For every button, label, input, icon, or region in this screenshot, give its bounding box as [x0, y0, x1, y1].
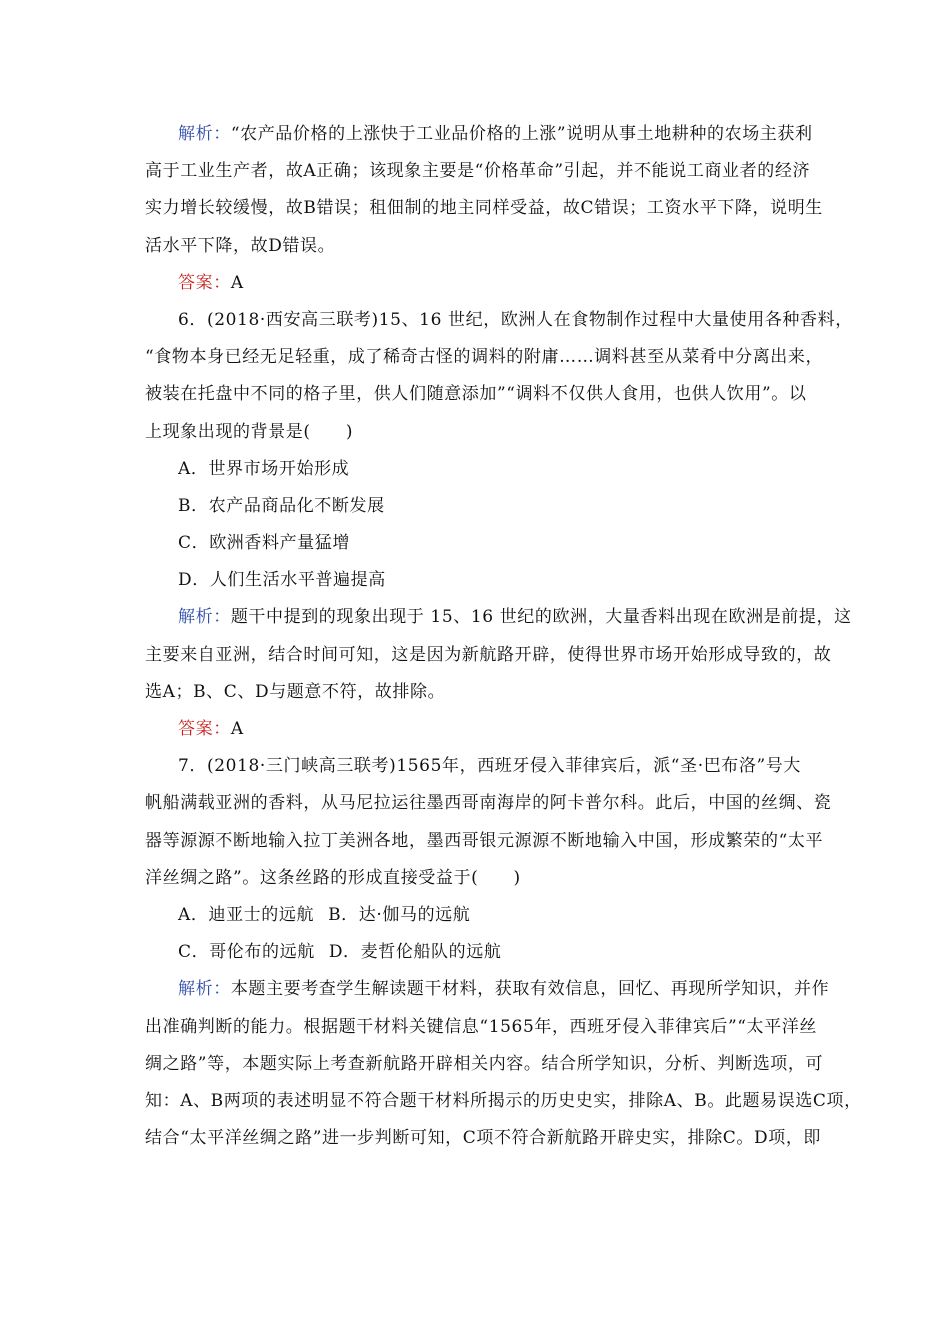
analysis-text-line: 活水平下降，故D错误。: [145, 235, 336, 256]
question-7-analysis-line: 绸之路”等，本题实际上考查新航路开辟相关内容。结合所学知识，分析、判断选项，可: [145, 1053, 824, 1074]
question-6-stem-line: 上现象出现的背景是( ): [145, 421, 354, 442]
question-6-option-c: C．欧洲香料产量猛增: [178, 533, 351, 554]
analysis-text-line: 高于工业生产者，故A正确；该现象主要是“价格革命”引起，并不能说工商业者的经济: [145, 161, 811, 182]
question-6-stem-line: 被装在托盘中不同的格子里，供人们随意添加”“调料不仅供人食用，也供人饮用”。以: [145, 384, 807, 405]
answer-label: 答案：: [178, 719, 231, 739]
question-7-stem-line: 洋丝绸之路”。这条丝路的形成直接受益于( ): [145, 867, 521, 888]
answer-line: [145, 265, 817, 302]
question-6-analysis-line: 选A；B、C、D与题意不符，故排除。: [145, 681, 446, 702]
question-6-option-a: A．世界市场开始形成: [178, 458, 350, 479]
question-7-analysis-line: 出准确判断的能力。根据题干材料关键信息“1565年，西班牙侵入菲律宾后”“太平洋丝: [145, 1016, 817, 1037]
analysis-text: 本题主要考查学生解读题干材料，获取有效信息，回忆、再现所学知识，并作: [230, 979, 830, 1000]
question-7-stem-line: 帆船满载亚洲的香料，从马尼拉运往墨西哥南海岸的阿卡普尔科。此后，中国的丝绸、瓷: [145, 793, 832, 814]
question-6-analysis-line: 主要来自亚洲，结合时间可知，这是因为新航路开辟，使得世界市场开始形成导致的，故: [145, 644, 832, 665]
analysis-text: 题干中提到的现象出现于 15、16 世纪的欧洲，大量香料出现在欧洲是前提，这: [230, 607, 852, 628]
answer-value: A: [230, 719, 244, 739]
question-7-option-b: B．达·伽马的远航: [328, 904, 471, 925]
question-7-stem-line: 7．(2018·三门峡高三联考)1565年，西班牙侵入菲律宾后，派“圣·巴布洛”号大: [178, 756, 801, 777]
analysis-label: 解析：: [178, 979, 231, 1000]
question-6-stem-line: “食物本身已经无足轻重，成了稀奇古怪的调料的附庸……调料甚至从菜肴中分离出来，: [145, 347, 824, 368]
answer-label: 答案：: [178, 272, 231, 293]
question-6-option-d: D．人们生活水平普遍提高: [178, 570, 386, 591]
analysis-paragraph-line: [145, 116, 817, 153]
question-6-option-b: B．农产品商品化不断发展: [178, 495, 385, 516]
question-7-option-a: A．迪亚士的远航: [178, 904, 315, 925]
document-page: [145, 116, 862, 1157]
question-7-option-d: D．麦哲伦船队的远航: [328, 942, 502, 963]
question-7-analysis-line: 结合“太平洋丝绸之路”进一步判断可知，C项不符合新航路开辟史实，排除C。D项，即: [145, 1128, 822, 1149]
question-7-analysis-line: 知：A、B两项的表述明显不符合题干材料所揭示的历史史实，排除A、B。此题易误选C项，: [145, 1090, 862, 1111]
question-7-options-row: [145, 897, 817, 934]
analysis-label: 解析：: [178, 124, 231, 144]
question-7-analysis-line: [145, 971, 830, 1008]
analysis-label: 解析：: [178, 607, 231, 628]
question-6-stem-line: 6．(2018·西安高三联考)15、16 世纪，欧洲人在食物制作过程中大量使用各种香料，: [178, 309, 853, 330]
question-6-analysis-line: [145, 599, 852, 636]
question-7-options-row: [145, 934, 817, 971]
question-7-option-c: C．哥伦布的远航: [178, 942, 315, 963]
question-6-answer-line: [145, 711, 817, 748]
analysis-text: “农产品价格的上涨快于工业品价格的上涨”说明从事土地耕种的农场主获利: [230, 124, 813, 144]
answer-value: A: [230, 272, 244, 293]
analysis-text-line: 实力增长较缓慢，故B错误；租佃制的地主同样受益，故C错误；工资水平下降，说明生: [145, 198, 823, 219]
question-7-stem-line: 器等源源不断地输入拉丁美洲各地，墨西哥银元源源不断地输入中国，形成繁荣的“太平: [145, 830, 824, 851]
